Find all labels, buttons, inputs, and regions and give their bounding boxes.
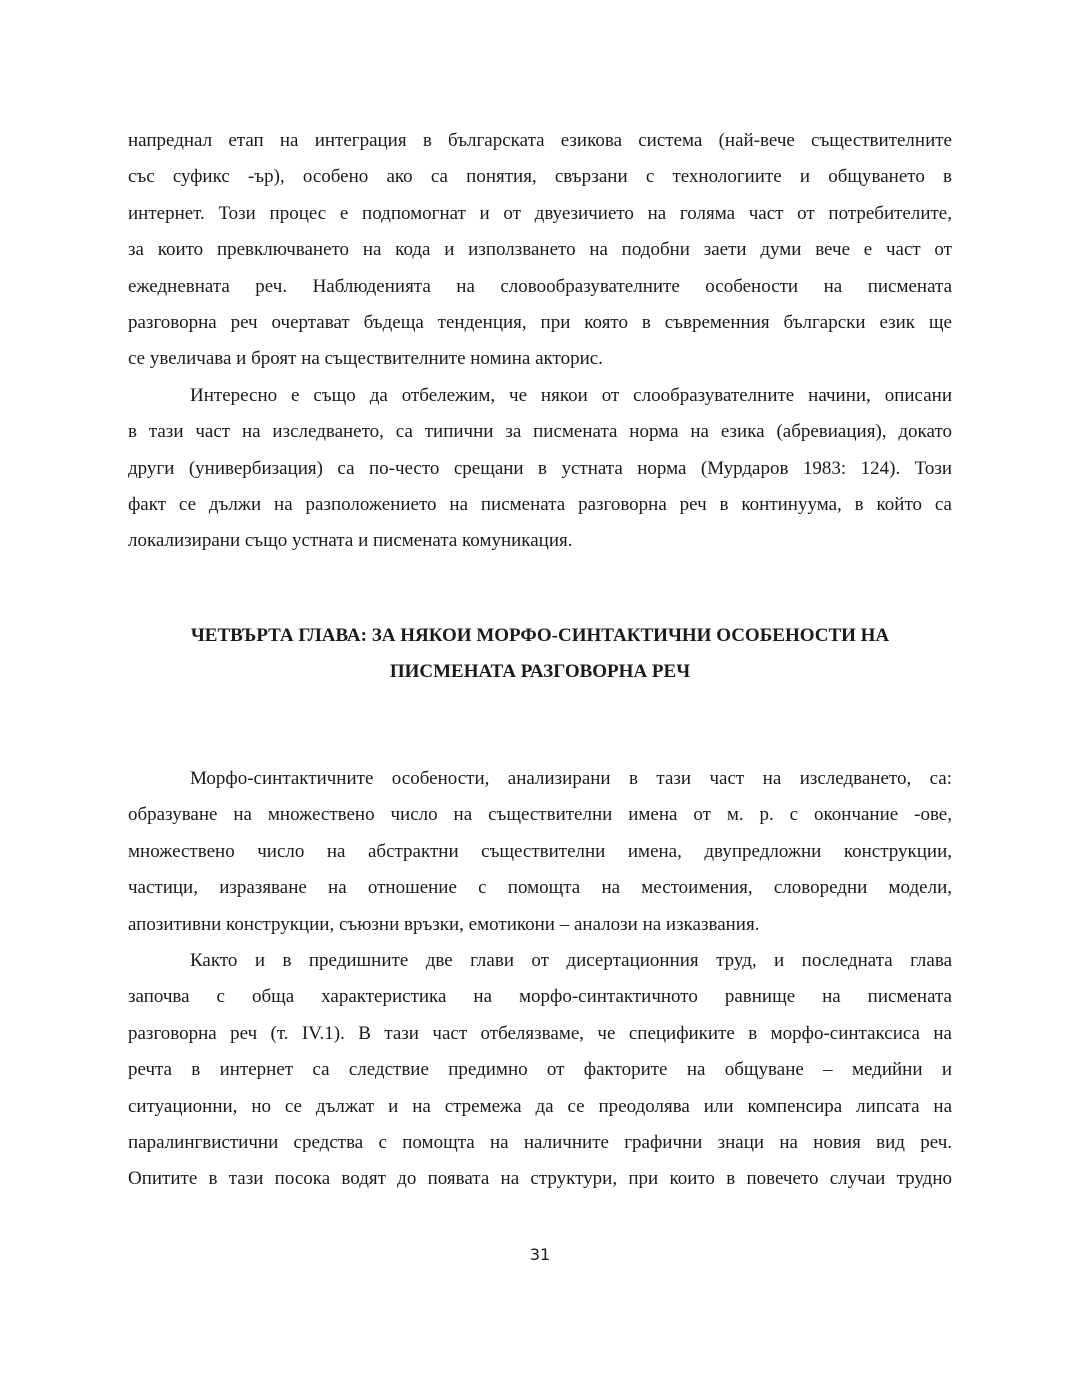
heading-line: ПИСМЕНАТА РАЗГОВОРНА РЕЧ (389, 661, 691, 683)
text-line: Както и в предишните две глави от дисертационния труд, и последната глава (190, 949, 952, 971)
text-line: Опитите в тази посока водят до появата на структури, при които в повечето случаи трудно (128, 1168, 952, 1190)
text-line: за които превключването на кода и използването на подобни заети думи вече е част от (128, 239, 952, 261)
text-line: разговорна реч (т. IV.1). В тази част отбелязваме, че спецификите в морфо-синтаксиса на (128, 1022, 952, 1044)
chapter-heading (128, 618, 952, 691)
text-line: разговорна реч очертават бъдеща тенденция, при която в съвременния български език ще (128, 311, 952, 333)
text-line: интернет. Този процес е подпомогнат и от двуезичието на голяма част от потребителите, (128, 202, 952, 224)
text-line: множествено число на абстрактни съществителни имена, двупредложни конструкции, (128, 840, 952, 862)
text-line: ситуационни, но се дължат и на стремежа да се преодолява или компенсира липсата на (128, 1095, 952, 1117)
text-line: апозитивни конструкции, съюзни връзки, емотикони – аналози на изказвания. (128, 913, 760, 935)
page-number: 31 (529, 1245, 551, 1264)
text-line: факт се дължи на разположението на писмената разговорна реч в континуума, в който са (128, 493, 952, 515)
text-line: Морфо-синтактичните особености, анализирани в тази част на изследването, са: (190, 768, 952, 789)
paragraph (128, 123, 952, 378)
text-line: други (универбизация) са по-често срещани в устната норма (Мурдаров 1983: 124). Този (128, 457, 952, 479)
text-line: образуване на множествено число на съществителни имена от м. р. с окончание -ове, (128, 804, 952, 826)
text-line: частици, изразяване на отношение с помощта на местоимения, словоредни модели, (128, 877, 952, 899)
text-line: в тази част на изследването, са типични за писмената норма на езика (абревиация), докато (128, 421, 952, 443)
body-text-before-heading (128, 123, 952, 560)
paragraph (128, 943, 952, 1198)
text-line: ежедневната реч. Наблюденията на словообразувателните особености на писмената (128, 275, 952, 297)
text-line: се увеличава и броят на съществителните номина акторис. (128, 348, 603, 370)
body-text-after-heading (128, 761, 952, 1198)
paragraph (128, 761, 952, 943)
text-line: Интересно е също да отбележим, че някои от слообразувателните начини, описани (190, 384, 952, 406)
text-line: със суфикс -ър), особено ако са понятия, свързани с технологиите и общуването в (128, 166, 952, 188)
text-line: паралингвистични средства с помощта на наличните графични знаци на новия вид реч. (128, 1131, 952, 1153)
heading-line: ЧЕТВЪРТА ГЛАВА: ЗА НЯКОИ МОРФО-СИНТАКТИЧНИ ОСОБЕНОСТИ НА (190, 625, 890, 646)
paragraph (128, 378, 952, 560)
text-line: започва с обща характеристика на морфо-синтактичното равнище на писмената (128, 986, 952, 1008)
text-line: локализирани също устната и писмената комуникация. (128, 530, 573, 552)
text-line: напреднал етап на интеграция в българската езикова система (най-вече съществителните (128, 130, 952, 151)
text-line: речта в интернет са следствие предимно от факторите на общуване – медийни и (128, 1059, 952, 1081)
